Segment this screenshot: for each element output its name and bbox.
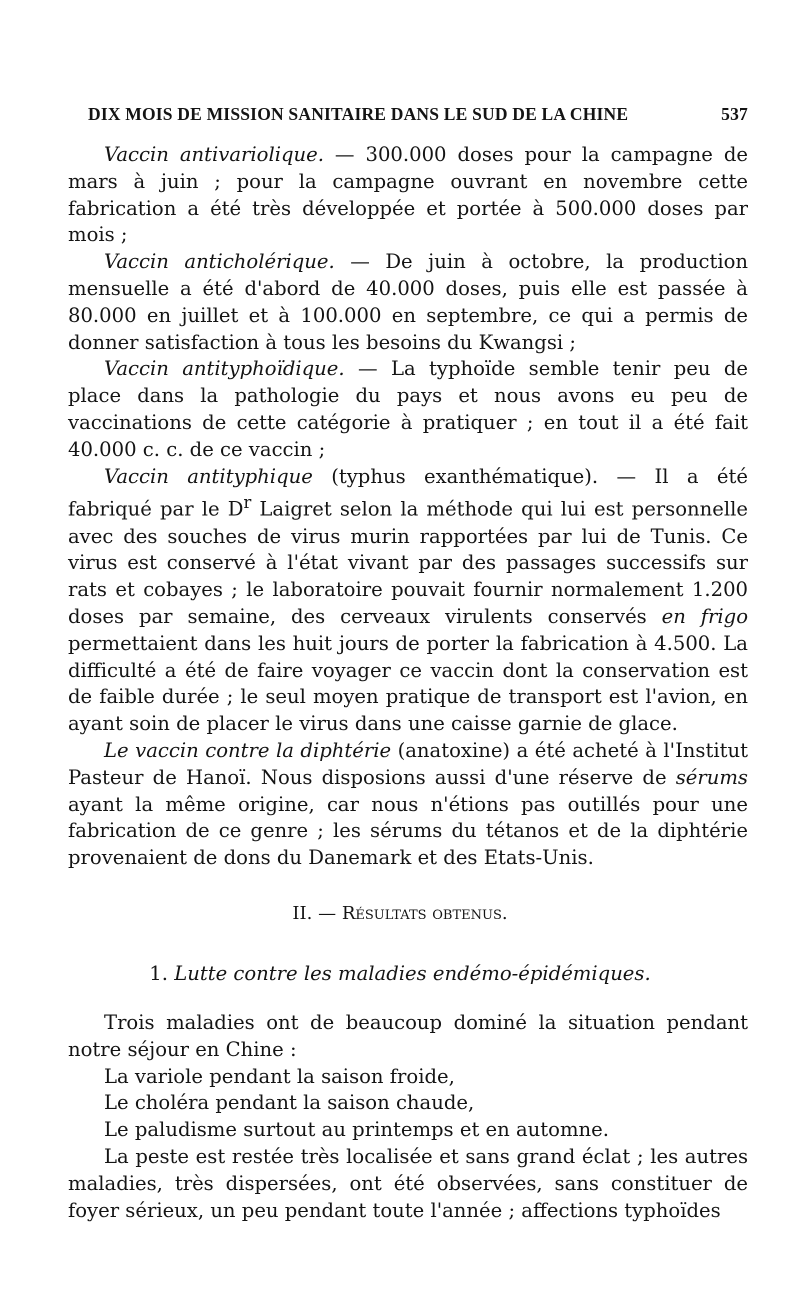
- paragraph-vaccin-antityphoidique: [68, 356, 748, 463]
- paragraph-lead: Le vaccin contre la diphtérie: [104, 739, 392, 763]
- list-item: Le paludisme surtout au printemps et en automne.: [104, 1118, 609, 1142]
- italic-phrase: sérums: [675, 765, 748, 789]
- paragraph-lead: Vaccin antityphoïdique.: [104, 357, 345, 381]
- italic-phrase: en frigo: [661, 605, 749, 629]
- paragraph-text: Laigret selon la méthode qui lui est personnelle avec des souches de virus murin rapportées par lui de Tunis. Ce virus est conservé à l'état vivant par des passages successifs sur rats et cobayes ; le laboratoire pouvait fournir normalement 1.200 doses par semaine, des cerveaux virulents conservés: [68, 497, 748, 629]
- paragraph-text: permettaient dans les huit jours de porter la fabrication à 4.500. La difficulté a été de faire voyager ce vaccin dont la conservation est de faible durée ; le seul moyen pratique de transport est l'avion, en ayant soin de placer le virus dans une caisse garnie de glace.: [68, 631, 748, 736]
- paragraph-intro: Trois maladies ont de beaucoup dominé la situation pendant notre séjour en Chine :: [68, 1011, 748, 1061]
- paragraph-vaccin-anticholerique: [68, 249, 748, 356]
- paragraph-lead: Vaccin antityphique: [104, 464, 313, 488]
- paragraph-text: — De juin à octobre, la production mensuelle a été d'abord de 40.000 doses, puis elle est passée à 80.000 en juillet et à 100.000 en septembre, ce qui a permis de donner satisfaction à tous les besoins du Kwangsi ;: [68, 250, 749, 354]
- paragraph-lead: Vaccin anticholérique.: [104, 250, 335, 274]
- superscript: r: [243, 493, 252, 513]
- page-number: 537: [721, 104, 748, 124]
- body-text-top: [68, 142, 748, 872]
- paragraph-vaccin-diphterie: [68, 738, 748, 872]
- paragraph-vaccin-antityphique: [68, 464, 748, 739]
- paragraph-text: (anatoxine) a été acheté à l'Institut Pasteur de Hanoï. Nous disposions aussi d'une réserve de: [68, 739, 748, 789]
- list-item: Le choléra pendant la saison chaude,: [104, 1091, 475, 1115]
- paragraph-lead: Vaccin antivariolique.: [104, 143, 324, 166]
- subsection-heading: [0, 962, 800, 985]
- section-numeral: II.: [292, 903, 313, 924]
- section-title: Résultats obtenus.: [341, 903, 508, 924]
- running-title: DIX MOIS DE MISSION SANITAIRE DANS LE SUD DE LA CHINE: [88, 104, 629, 124]
- paragraph-text: (typhus exanthématique). — Il a été fabriqué par le D: [68, 464, 748, 521]
- subsection-title: Lutte contre les maladies endémo-épidémiques.: [167, 962, 651, 985]
- section-dash: —: [312, 903, 342, 924]
- body-text-bottom: [68, 1010, 748, 1224]
- paragraph-text: ayant la même origine, car nous n'étions pas outillés pour une fabrication de ce genre ; les sérums du tétanos et de la diphtérie provenaient de dons du Danemark et des Etats-Unis.: [68, 792, 748, 870]
- paragraph-vaccin-antivariolique: [68, 142, 748, 249]
- subsection-number: 1.: [149, 962, 168, 985]
- paragraph-closing: La peste est restée très localisée et sans grand éclat ; les autres maladies, très dispersées, ont été observées, sans constituer de foyer sérieux, un peu pendant toute l'année ; affections typhoïdes: [68, 1144, 748, 1222]
- section-heading: [0, 903, 800, 924]
- paragraph-text: — La typhoïde semble tenir peu de place dans la pathologie du pays et nous avons eu peu de vaccinations de cette catégorie à pratiquer ; en tout il a été fait 40.000 c. c. de ce vaccin ;: [68, 357, 748, 461]
- running-header: [88, 104, 748, 125]
- paragraph-text: — 300.000 doses pour la campagne de mars à juin ; pour la campagne ouvrant en novembre cette fabrication a été très développée et portée à 500.000 doses par mois ;: [68, 143, 748, 247]
- list-item: La variole pendant la saison froide,: [104, 1064, 455, 1088]
